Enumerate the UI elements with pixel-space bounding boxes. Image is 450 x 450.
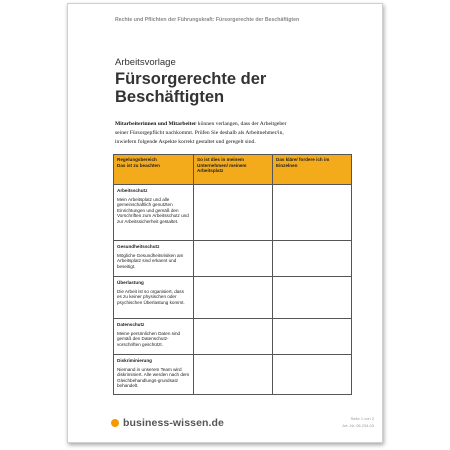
- header-line: Das ist zu beachten: [117, 162, 160, 168]
- row-topic-cell: [114, 277, 194, 319]
- answer-cell[interactable]: [194, 241, 273, 277]
- page-info: Seite 1 von 2: [350, 416, 374, 421]
- row-text: Niemand in unserem Team wird diskriminiert. Alle werden nach dem Gleichbehandlungs-grundsatz behandelt.: [117, 366, 190, 389]
- title-line-2: Beschäftigten: [115, 88, 225, 106]
- header-line: Regelungsbereich: [117, 157, 157, 162]
- answer-cell[interactable]: [194, 277, 273, 319]
- intro-line-1: können verlangen, dass der Arbeitgeber: [196, 121, 287, 127]
- intro-line-3: inwiefern folgende Aspekte korrekt gestaltet und geregelt sind.: [115, 139, 256, 145]
- table-row: [114, 185, 352, 241]
- answer-cell[interactable]: [273, 355, 352, 395]
- answer-cell[interactable]: [194, 319, 273, 355]
- logo-dot-icon: [111, 419, 119, 427]
- header-cell-regelungsbereich: [114, 155, 194, 185]
- answer-cell[interactable]: [273, 241, 352, 277]
- document-title: [115, 70, 355, 106]
- row-text: Die Arbeit ist so organisiert, dass es zu keiner physischen oder psychischen Überlastung kommt.: [117, 288, 185, 305]
- intro-line-2: seiner Fürsorgepflicht nachkommt. Prüfen Sie deshalb als Arbeitnehmer/in,: [115, 130, 284, 136]
- intro-bold: Mitarbeiterinnen und Mitarbeiter: [115, 121, 197, 127]
- logo-text: business-wissen.de: [123, 417, 225, 429]
- answer-cell[interactable]: [194, 185, 273, 241]
- document-page: [67, 3, 383, 443]
- table-row: [114, 277, 352, 319]
- row-title: Datenschutz: [117, 322, 145, 327]
- answer-cell[interactable]: [273, 319, 352, 355]
- article-number: Art.-Nr. 06.234.03: [342, 422, 374, 428]
- header-line: So ist dies in meinem Unternehmen/ meinem Arbeitsplatz: [197, 157, 247, 174]
- answer-cell[interactable]: [273, 277, 352, 319]
- table-row: [114, 319, 352, 355]
- title-line-1: Fürsorgerechte der: [115, 70, 267, 88]
- header-cell-klaeren: [273, 155, 352, 185]
- row-topic-cell: [114, 185, 194, 241]
- row-topic-cell: [114, 355, 194, 395]
- header-line: Das kläre/ fordere ich im Einzelnen: [276, 157, 330, 168]
- row-text: Meine persönlichen Daten sind gemäß den Datenschutz-vorschriften geschützt.: [117, 330, 181, 347]
- row-text: Mögliche Gesundheitsrisiken am Arbeitsplatz sind erkannt und beseitigt.: [117, 252, 184, 269]
- row-topic-cell: [114, 319, 194, 355]
- document-subtitle: Arbeitsvorlage: [115, 57, 176, 68]
- row-text: Mein Arbeitsplatz und alle gemeinschaftlich genutzten Einrichtungen und gemäß den Vorschriften zum Arbeitsschutz und zur Arbeitssicherheit gestaltet.: [117, 196, 189, 224]
- running-header: Rechte und Pflichten der Führungskraft: Fürsorgerechte der Beschäftigten: [115, 17, 300, 23]
- answer-cell[interactable]: [273, 185, 352, 241]
- checklist-table: [113, 154, 352, 395]
- intro-paragraph: [115, 120, 350, 147]
- table-header-row: [114, 155, 352, 185]
- header-cell-unternehmen: [194, 155, 273, 185]
- table-row: [114, 241, 352, 277]
- row-title: Überlastung: [117, 280, 144, 285]
- row-title: Gesundheitsschutz: [117, 244, 160, 249]
- row-topic-cell: [114, 241, 194, 277]
- footer-meta: [342, 416, 374, 429]
- row-title: Arbeitsschutz: [117, 188, 148, 193]
- answer-cell[interactable]: [194, 355, 273, 395]
- row-title: Diskriminierung: [117, 358, 152, 363]
- table-row: [114, 355, 352, 395]
- footer-logo: [111, 417, 224, 429]
